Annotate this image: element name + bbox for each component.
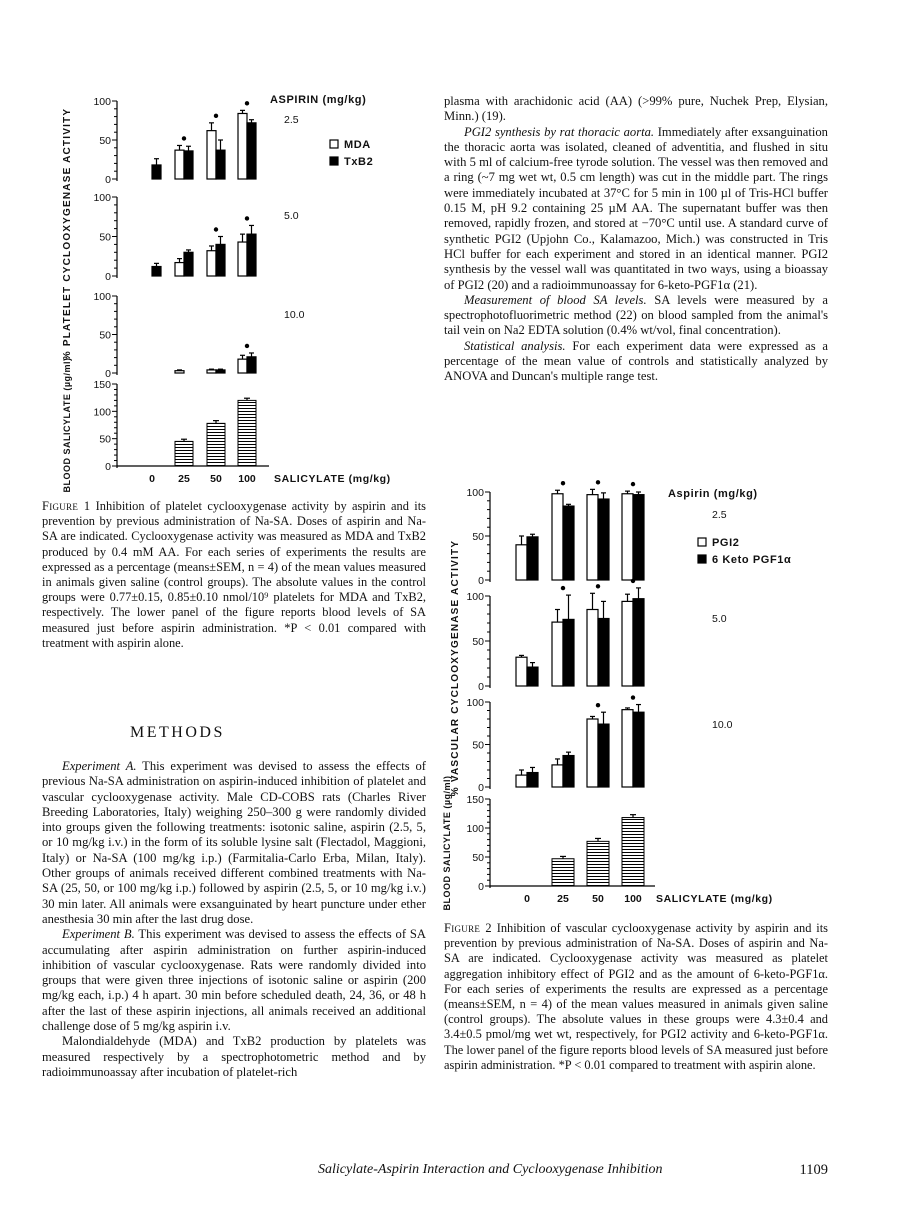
bar-filled [633,599,644,686]
bar-filled [216,370,225,373]
y-tick-label: 150 [93,379,111,391]
bar-open [516,657,527,686]
x-tick-label: 100 [624,893,642,905]
bar-filled [216,150,225,179]
significance-marker [214,114,218,118]
bar-filled [216,244,225,276]
y-tick-label: 0 [478,575,484,587]
x-tick-label: 50 [592,893,604,905]
dose-label: 5.0 [712,613,727,625]
salicylate-axis-label: BLOOD SALICYLATE (µg/ml) [442,775,452,911]
salicylate-axis-label: BLOOD SALICYLATE (µg/ml) [62,357,72,493]
bar-filled [247,234,256,276]
y-tick-label: 50 [472,739,484,752]
significance-marker [596,480,600,484]
bar-hatched [552,859,574,886]
y-tick-label: 50 [472,531,484,543]
dose-label: 10.0 [712,719,733,731]
bar-open [587,719,598,787]
y-tick-label: 50 [472,852,484,864]
bar-filled [598,724,609,787]
bar-open [622,601,633,686]
dose-label: 2.5 [712,509,727,521]
bar-hatched [622,818,644,886]
figure-1-caption-text: Inhibition of platelet cyclooxygenase activity by aspirin and its prevention by previous administration of Na-SA. Doses of aspirin and Na-SA are indicated. Cyclooxygenase activity was measured as MDA and TxB2 produced by 0.4 mM AA. For each series of experiments the results are expressed as a percentage (means±SEM, n = 4) of the mean values measured in animals given saline (control groups). The absolute values in the control groups were 0.77±0.15, 0.85±0.10 nmol/10⁹ platelets for MDA and TxB2, respectively. The lower panel of the figure reports blood levels of SA measured just before aspirin administration. *P < 0.01 compared with treatment with aspirin alone. [42,499,426,650]
legend-swatch [698,538,706,546]
bar-filled [247,123,256,179]
paragraph-text: SA levels were measured by a spectrophotofluorimetric method (22) on blood sampled from the animal's tail vein on Na2 EDTA solution (0.4% wt/vol, final concentration). [444,292,828,338]
bar-open [587,610,598,687]
paragraph-text: This experiment was devised to assess the effects of previous Na-SA administration on aspirin-induced inhibition of platelet and vascular cyclooxygenase activity. Male CD-COBS rats (Charles River Breeding Laboratories, Italy) weighing 250–300 g were randomly divided into groups given the following treatments: isotonic saline, aspirin (2.5, 5, or 10 mg/kg i.v.) in the form of its soluble lysine salt (Flectadol, Maggioni, Italy) or Na-SA (100 mg/kg i.p.) (Farmitalia-Carlo Erba, Milan, Italy). Other groups of animals received different combined treatments with Na-SA (25, 50, or 100 mg/kg i.p.) followed by aspirin (2.5, 5, or 10 mg/kg i.v.) 30 min later. All animals were exsanguinated by heart puncture under ether anesthesia 30 min after the last drug dose. [42,759,426,926]
x-axis-label: SALICYLATE (mg/kg) [274,473,391,485]
significance-marker [245,344,249,348]
legend-label: PGI2 [712,537,740,549]
legend-label: TxB2 [344,156,374,168]
significance-marker [561,481,565,485]
y-tick-label: 100 [93,291,111,303]
bar-open [552,765,563,787]
significance-marker [245,216,249,220]
paragraph-text: Immediately after exsanguination the thoracic aorta was isolated, cleaned of adventitia, and flushed in situ with 5 ml of calcium-free tyrode solution. The vessel was then removed and a ring (~7 mg wet wt, 0.5 cm length) was cut in the middle part. The rings were immediately incubated at 37°C for 5 min in 100 µl of Tris-HCl buffer 0.15 M, pH 9.2 containing 25 µM AA. The supernatant buffer was then removed, rapidly frozen, and stored at −70°C until use. A standard curve of synthetic PGI2 (Upjohn Co., Kalamazoo, Mich.) was constructed in Tris HCl buffer for each experiment and stored in an identical manner. PGI2 synthesis by the vessel wall was quantitated in two ways, using a bioassay of PGI2 (20) and a radioimmunoassay for 6-keto-PGF1α (21). [444,124,828,292]
dose-label: 2.5 [284,114,299,126]
y-tick-label: 0 [105,174,111,186]
bar-filled [598,619,609,687]
y-tick-label: 100 [93,192,111,204]
bar-filled [633,712,644,787]
significance-marker [596,584,600,588]
paragraph-lead: PGI2 synthesis by rat thoracic aorta. [464,124,655,139]
paragraph-lead: Statistical analysis. [464,338,566,353]
y-tick-label: 0 [105,461,111,473]
bar-filled [152,267,161,276]
paragraph-text: For each experiment data were expressed as a percentage of the mean value of controls and statistically analyzed by ANOVA and Duncan's multiple range test. [444,338,828,384]
bar-filled [633,495,644,580]
paragraph-lead: Measurement of blood SA levels. [464,292,647,307]
y-tick-label: 100 [466,591,484,603]
y-axis-label: % PLATELET CYCLOOXYGENASE ACTIVITY [62,107,73,361]
paragraph [444,339,828,385]
bar-open [207,131,216,179]
paragraph-text: Malondialdehyde (MDA) and TxB2 production by platelets was measured respectively by a spectrophotometric method and by radioimmunoassay after incubation of platelet-rich [42,1034,426,1079]
paragraph-lead: Experiment A. [62,759,137,773]
bar-hatched [238,400,256,466]
x-tick-label: 25 [178,473,190,485]
bar-open [175,263,184,276]
bar-filled [598,499,609,580]
y-tick-label: 50 [99,433,111,446]
bar-open [207,251,216,276]
y-tick-label: 0 [105,271,111,283]
bar-open [238,242,247,276]
x-tick-label: 50 [210,473,222,485]
bar-open [552,622,563,686]
y-tick-label: 100 [466,487,484,499]
bar-open [175,150,184,179]
figure-1-caption-label: Figure 1 [42,499,91,513]
legend-swatch [330,157,338,165]
paragraph [42,927,426,1034]
y-axis-label: % VASCULAR CYCLOOXYGENASE ACTIVITY [450,539,461,797]
aspirin-header: ASPIRIN (mg/kg) [270,94,367,106]
x-tick-label: 0 [524,893,530,905]
x-tick-label: 25 [557,893,569,905]
dose-label: 5.0 [284,210,299,222]
x-tick-label: 100 [238,473,256,485]
significance-marker [631,579,635,583]
significance-marker [245,101,249,105]
y-tick-label: 100 [93,406,111,419]
significance-marker [182,136,186,140]
bar-open [622,494,633,580]
bar-open [516,775,527,787]
y-tick-label: 150 [466,794,484,806]
significance-marker [596,703,600,707]
bar-open [238,359,247,373]
legend-label: 6 Keto PGF1α [712,554,792,566]
bar-open [207,370,216,373]
x-axis-label: SALICYLATE (mg/kg) [656,893,773,905]
bar-filled [563,506,574,580]
legend-label: MDA [344,139,371,151]
bar-open [238,113,247,179]
bar-open [552,494,563,580]
page-number: 1109 [799,1162,828,1178]
bar-filled [184,151,193,179]
paragraph-text: This experiment was devised to assess the effects of SA accumulating after aspirin administration on further aspirin-induced inhibition of vascular cyclooxygenase. Rats were randomly divided into groups that were given three injections of isotonic saline or aspirin (200 mg/kg each, i.p.) 4 h apart. 30 min before scheduled death, 24, 36, or 48 h after the last of these aspirin injections, all animals received an additional challenge dose of 5 mg/kg aspirin i.v. [42,927,426,1034]
y-tick-label: 50 [99,231,111,244]
paragraph [444,293,828,339]
y-tick-label: 100 [93,96,111,108]
bar-hatched [207,423,225,466]
bar-open [587,495,598,580]
significance-marker [214,227,218,231]
methods-heading: METHODS [130,724,225,741]
y-tick-label: 0 [105,368,111,380]
bar-filled [563,756,574,787]
paragraph [444,125,828,293]
x-tick-label: 0 [149,473,155,485]
y-tick-label: 50 [99,135,111,147]
legend-swatch [698,555,706,563]
significance-marker [631,482,635,486]
dose-label: 10.0 [284,309,305,321]
figure-1-caption [42,499,426,651]
bar-open [175,371,184,373]
y-tick-label: 100 [466,697,484,709]
running-title: Salicylate-Aspirin Interaction and Cyclooxygenase Inhibition [318,1162,663,1177]
y-tick-label: 50 [99,329,111,342]
paragraph [42,1034,426,1080]
aspirin-header: Aspirin (mg/kg) [668,488,758,500]
bar-filled [527,537,538,580]
bar-hatched [587,841,609,886]
page-footer [318,1162,828,1178]
paragraph-lead: Experiment B. [62,927,135,942]
bar-filled [527,667,538,686]
figure-2-caption-text: Inhibition of vascular cyclooxygenase activity by aspirin and its prevention by previous administration of Na-SA. Doses of aspirin and Na-SA are indicated. Cyclooxygenase activity was measured as platelet aggregation inhibitory effect of PGI2 and as the amount of 6-keto-PGF1α. For each series of experiments the results are expressed as a percentage (means±SEM, n = 4) of the mean values measured in animals given saline (control groups). The absolute values in these groups were 4.3±0.4 and 3.4±0.5 pmol/mg wet wt, respectively, for PGI2 activity and 6-keto-PGF1α. The lower panel of the figure reports blood levels of SA measured just before aspirin administration. *P < 0.01 compared to treatment with aspirin alone. [444,921,828,1072]
y-tick-label: 50 [472,636,484,648]
y-tick-label: 100 [466,823,484,835]
bar-filled [527,773,538,787]
right-column-text [444,94,828,385]
figure-2-caption [444,921,828,1073]
bar-open [622,710,633,787]
y-tick-label: 0 [478,782,484,794]
legend-swatch [330,140,338,148]
y-tick-label: 0 [478,681,484,693]
bar-hatched [175,441,193,466]
paragraph [444,94,828,125]
significance-marker [631,695,635,699]
figure-2-caption-label: Figure 2 [444,921,492,935]
left-column-text [42,759,426,1080]
paragraph [42,759,426,927]
bar-filled [247,357,256,373]
paragraph-text: plasma with arachidonic acid (AA) (>99% pure, Nuchek Prep, Elysian, Minn.) (19). [444,94,828,124]
significance-marker [561,586,565,590]
bar-filled [184,252,193,276]
bar-open [516,545,527,580]
bar-filled [152,165,161,179]
y-tick-label: 0 [478,881,484,893]
bar-filled [563,619,574,686]
